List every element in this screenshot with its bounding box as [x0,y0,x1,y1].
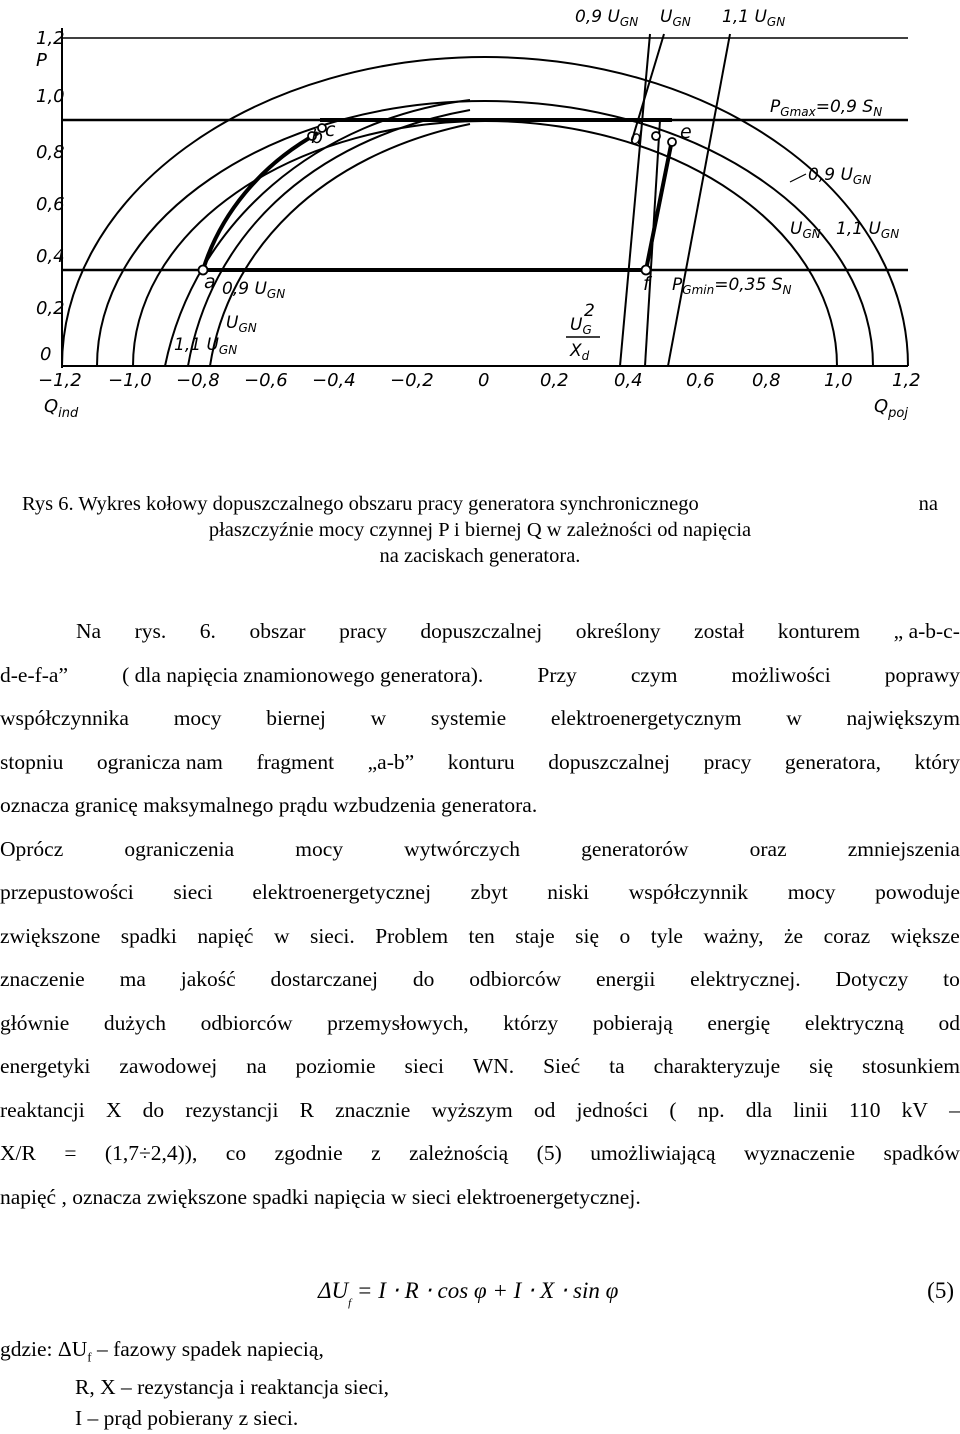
body-word: (1,7÷2,4)), [104,1141,198,1165]
body-word: możliwości [731,662,831,687]
caption-line-1-end: na [918,493,938,515]
body-word: dopuszczalnej [548,749,670,774]
body-word: pracy [339,619,387,643]
body-word: wytwórczych [404,836,520,861]
body-word: X [105,1097,122,1122]
body-word: sieci [173,880,213,904]
body-word: tyle [650,923,683,948]
body-word: współczynnika [0,706,129,730]
body-word: zmniejszenia [847,836,960,861]
y-tick-label: 0,4 [36,246,65,267]
body-word: elektrycznej. [690,967,801,991]
body-word: jakość [180,967,236,991]
stability-line-11 [668,34,730,366]
x-tick-label: 0 [478,370,490,391]
body-word: elektroenergetycznej [252,880,432,904]
body-word: w [370,706,387,730]
body-word: Przy [537,662,577,687]
body-word: – [949,1097,960,1122]
legend-row-3: I – prąd pobierany z sieci. [75,1406,299,1431]
body-word: od [533,1097,556,1122]
legend-row-1: gdzie: $\Delta U_f$ – fazowy spadek napiecią, [0,1337,324,1365]
body-word: generatora, [784,749,881,774]
y-tick-label: 1,2 [36,28,65,49]
body-word: rys. [134,619,167,643]
x-tick-label: 1,0 [824,370,853,391]
formula-expression: $\Delta U_f = I \cdot R \cdot \cos \varphi + I \cdot X \cdot \sin \varphi$ [318,1278,619,1309]
body-word: przepustowości [0,880,134,904]
grid-lines [62,38,908,270]
body-word: np. [697,1097,725,1122]
body-word: odbiorców [469,967,562,991]
body-word: elektroenergetycznym [550,706,742,730]
body-word: Oprócz [0,836,64,861]
body-word: „ a-b-c- [893,619,960,643]
caption-line-3: na zaciskach generatora. [379,545,581,567]
label-left-09: 0,9 $U_{GN}$ [222,279,286,301]
svg-text:Xd: $X_d$ [570,341,590,363]
body-word: generatorów [581,836,689,861]
body-line [0,1132,960,1176]
body-word: z [371,1141,381,1165]
body-word: się [575,923,600,948]
stator-arc-11 [62,57,908,366]
point-f-label: f [643,273,650,295]
body-word: zwiększone [0,923,101,948]
point-c-label: c [325,119,336,141]
body-word: mocy [787,880,836,904]
point-d-marker [652,132,660,140]
body-word: zawodowej [119,1054,218,1078]
body-word: ważny, [703,923,764,948]
body-word: systemie [430,706,507,730]
x-tick-label: 0,6 [686,370,715,391]
body-word: obszar [249,619,306,643]
x-tick-label: −0,2 [390,370,434,391]
body-word: przemysłowych, [327,1010,469,1035]
contour-e-f [646,140,672,270]
body-word: energetyki [0,1054,91,1078]
body-word: konturem [777,619,861,643]
body-word: się [809,1054,834,1078]
x-right-label: $Q_{poj}$ [874,396,908,421]
point-d-label: d [630,127,643,149]
stability-line-09 [620,34,650,366]
body-word: coraz [823,923,871,948]
body-word: oznacza granicę maksymalnego prądu wzbudzenia generatora. [0,793,538,817]
ug-xd-label [566,301,600,363]
body-word: wyznaczenie [744,1141,856,1165]
label-left-11: 1,1 $U_{GN}$ [174,335,238,357]
x-tick-label: −0,4 [312,370,356,391]
body-word: poprawy [884,662,960,687]
point-a-label: a [204,271,216,293]
body-word: fragment [256,749,335,774]
body-line [0,610,960,654]
label-right-10: $U_{GN}$ [790,219,821,241]
body-word: ograniczenia [124,836,235,861]
body-word: na [246,1054,267,1078]
body-word: to [943,967,960,991]
body-word: 110 [849,1097,881,1122]
caption-line-1: Rys 6. Wykres kołowy dopuszczalnego obszaru pracy generatora synchronicznego [22,493,699,515]
body-line [0,871,960,915]
body-word: reaktancji [0,1097,85,1122]
y-tick-label: 0 [40,344,52,365]
body-line [0,741,960,785]
body-word: = [64,1141,77,1165]
body-word: dla [745,1097,773,1122]
body-word: w [273,923,290,948]
body-line [0,654,960,698]
body-word: odbiorców [200,1010,293,1035]
body-word: R [299,1097,314,1122]
body-word: do [142,1097,165,1122]
y-tick-label: 0,8 [36,142,65,163]
x-tick-label: −1,0 [108,370,152,391]
body-word: rezystancji [185,1097,279,1122]
body-word: Sieć [543,1054,581,1078]
figure-caption [22,491,938,569]
y-tick-label: 1,0 [36,86,65,107]
body-word: ma [119,967,146,991]
body-word: głównie [0,1010,70,1035]
body-word: oraz [749,836,787,861]
body-word: umożliwiającą [590,1141,716,1165]
body-word: zależnością [409,1141,509,1165]
label-pgmax: $P_{Gmax}=0,9$ $S_N$ [770,97,883,119]
body-word: został [694,619,745,643]
body-word: pracy [703,749,752,774]
body-word: ( dla napięcia znamionowego generatora). [122,662,484,687]
body-word: linii [793,1097,828,1122]
point-e-marker [668,138,676,146]
body-word: Problem [375,923,449,948]
body-word: zgodnie [274,1141,343,1165]
body-word: biernej [266,706,326,730]
body-word: powoduje [875,880,960,904]
formula-legend [0,1334,389,1434]
body-word: ten [468,923,495,948]
body-word: napięć , oznacza zwiększone spadki napięcia w sieci elektroenergetycznej. [0,1184,641,1209]
y-tick-label: 0,2 [36,298,65,319]
caption-line-2: płaszczyźnie mocy czynnej P i biernej Q w zależności od napięcia [208,519,752,541]
body-line [0,1176,960,1220]
y-axis-label: P [36,50,47,71]
legend-row-2: R, X – rezystancja i reaktancja sieci, [75,1375,389,1400]
body-word: stopniu [0,749,64,774]
body-word: od [938,1010,960,1035]
body-line [0,828,960,872]
body-word: niski [547,880,590,904]
body-word: współczynnik [628,880,749,904]
body-word: ta [609,1054,625,1078]
body-line [0,784,960,828]
body-word: o [619,923,631,948]
body-word: wyższym [431,1097,513,1122]
x-tick-label: −0,8 [176,370,220,391]
body-word: ( [669,1097,677,1122]
svg-text:2: 2 [584,301,595,321]
body-word: (5) [536,1141,562,1165]
body-paragraphs [0,610,960,1219]
body-word: który [914,749,960,774]
body-line [0,697,960,741]
body-word: mocy [295,836,344,861]
body-word: energię [707,1010,771,1035]
body-word: WN. [472,1054,515,1078]
body-word: określony [575,619,661,643]
body-word: poziomie [295,1054,376,1078]
label-right-09: 0,9 $U_{GN}$ [808,165,872,187]
body-word: „a-b” [367,749,415,774]
body-word: ogranicza nam [96,749,223,774]
label-top-10: $U_{GN}$ [660,7,691,29]
x-left-label: $Q_{ind}$ [44,396,79,421]
body-word: znacznie [335,1097,411,1122]
body-line [0,1002,960,1046]
formula-5 [318,1278,958,1312]
body-word: staje [515,923,555,948]
label-right-11: 1,1 $U_{GN}$ [836,219,900,241]
x-tick-label: 0,4 [614,370,643,391]
body-word: spadków [883,1141,960,1165]
point-b-label: b [311,126,324,148]
body-word: największym [846,706,960,730]
body-word: sieci [404,1054,444,1078]
body-word: d-e-f-a” [0,662,69,687]
x-tick-label: 0,8 [752,370,781,391]
body-word: dostarczanej [270,967,378,991]
body-word: do [412,967,435,991]
x-tick-label: −1,2 [38,370,82,391]
body-word: napięć [197,923,254,948]
contour-a-b [203,133,318,270]
body-word: elektryczną [804,1010,904,1035]
body-line [0,915,960,959]
leader-09 [790,174,806,182]
body-word: znaczenie [0,967,85,991]
label-pgmin: $P_{Gmin}=0,35$ $S_N$ [672,275,792,297]
body-word: co [225,1141,247,1165]
body-word: sieci. [309,923,355,948]
label-left-10: $U_{GN}$ [226,313,257,335]
x-tick-label: −0,6 [244,370,288,391]
body-word: konturu [447,749,515,774]
svg-text:UG: $U_G$ [570,315,592,337]
point-e-label: e [680,121,692,143]
stator-arc-10 [97,101,873,366]
body-word: większe [890,923,960,948]
body-word: czym [630,662,678,687]
body-word: mocy [173,706,222,730]
x-tick-label: 0,2 [540,370,569,391]
x-tick-label: 1,2 [892,370,921,391]
body-word: jedności [576,1097,649,1122]
body-word: X/R [0,1141,36,1165]
body-word: którzy [503,1010,559,1035]
body-word: w [786,706,802,730]
body-word: dopuszczalnej [420,619,543,643]
body-word: kV [901,1097,928,1122]
power-circle-diagram [0,0,960,470]
body-word: że [784,923,804,948]
body-word: charakteryzuje [653,1054,781,1078]
formula-number: (5) [927,1278,954,1303]
label-top-09: 0,9 $U_{GN}$ [575,7,639,29]
body-word: pobierają [592,1010,673,1035]
body-word: Na [76,619,102,643]
body-word: dużych [103,1010,166,1035]
body-word: Dotyczy [835,967,909,991]
body-line [0,1045,960,1089]
body-line [0,958,960,1002]
body-line [0,1089,960,1133]
body-word: stosunkiem [862,1054,960,1078]
body-word: spadki [120,923,177,948]
label-top-11: 1,1 $U_{GN}$ [722,7,786,29]
y-tick-label: 0,6 [36,194,65,215]
body-word: 6. [199,619,216,643]
body-word: energii [596,967,656,991]
body-word: zbyt [470,880,508,904]
